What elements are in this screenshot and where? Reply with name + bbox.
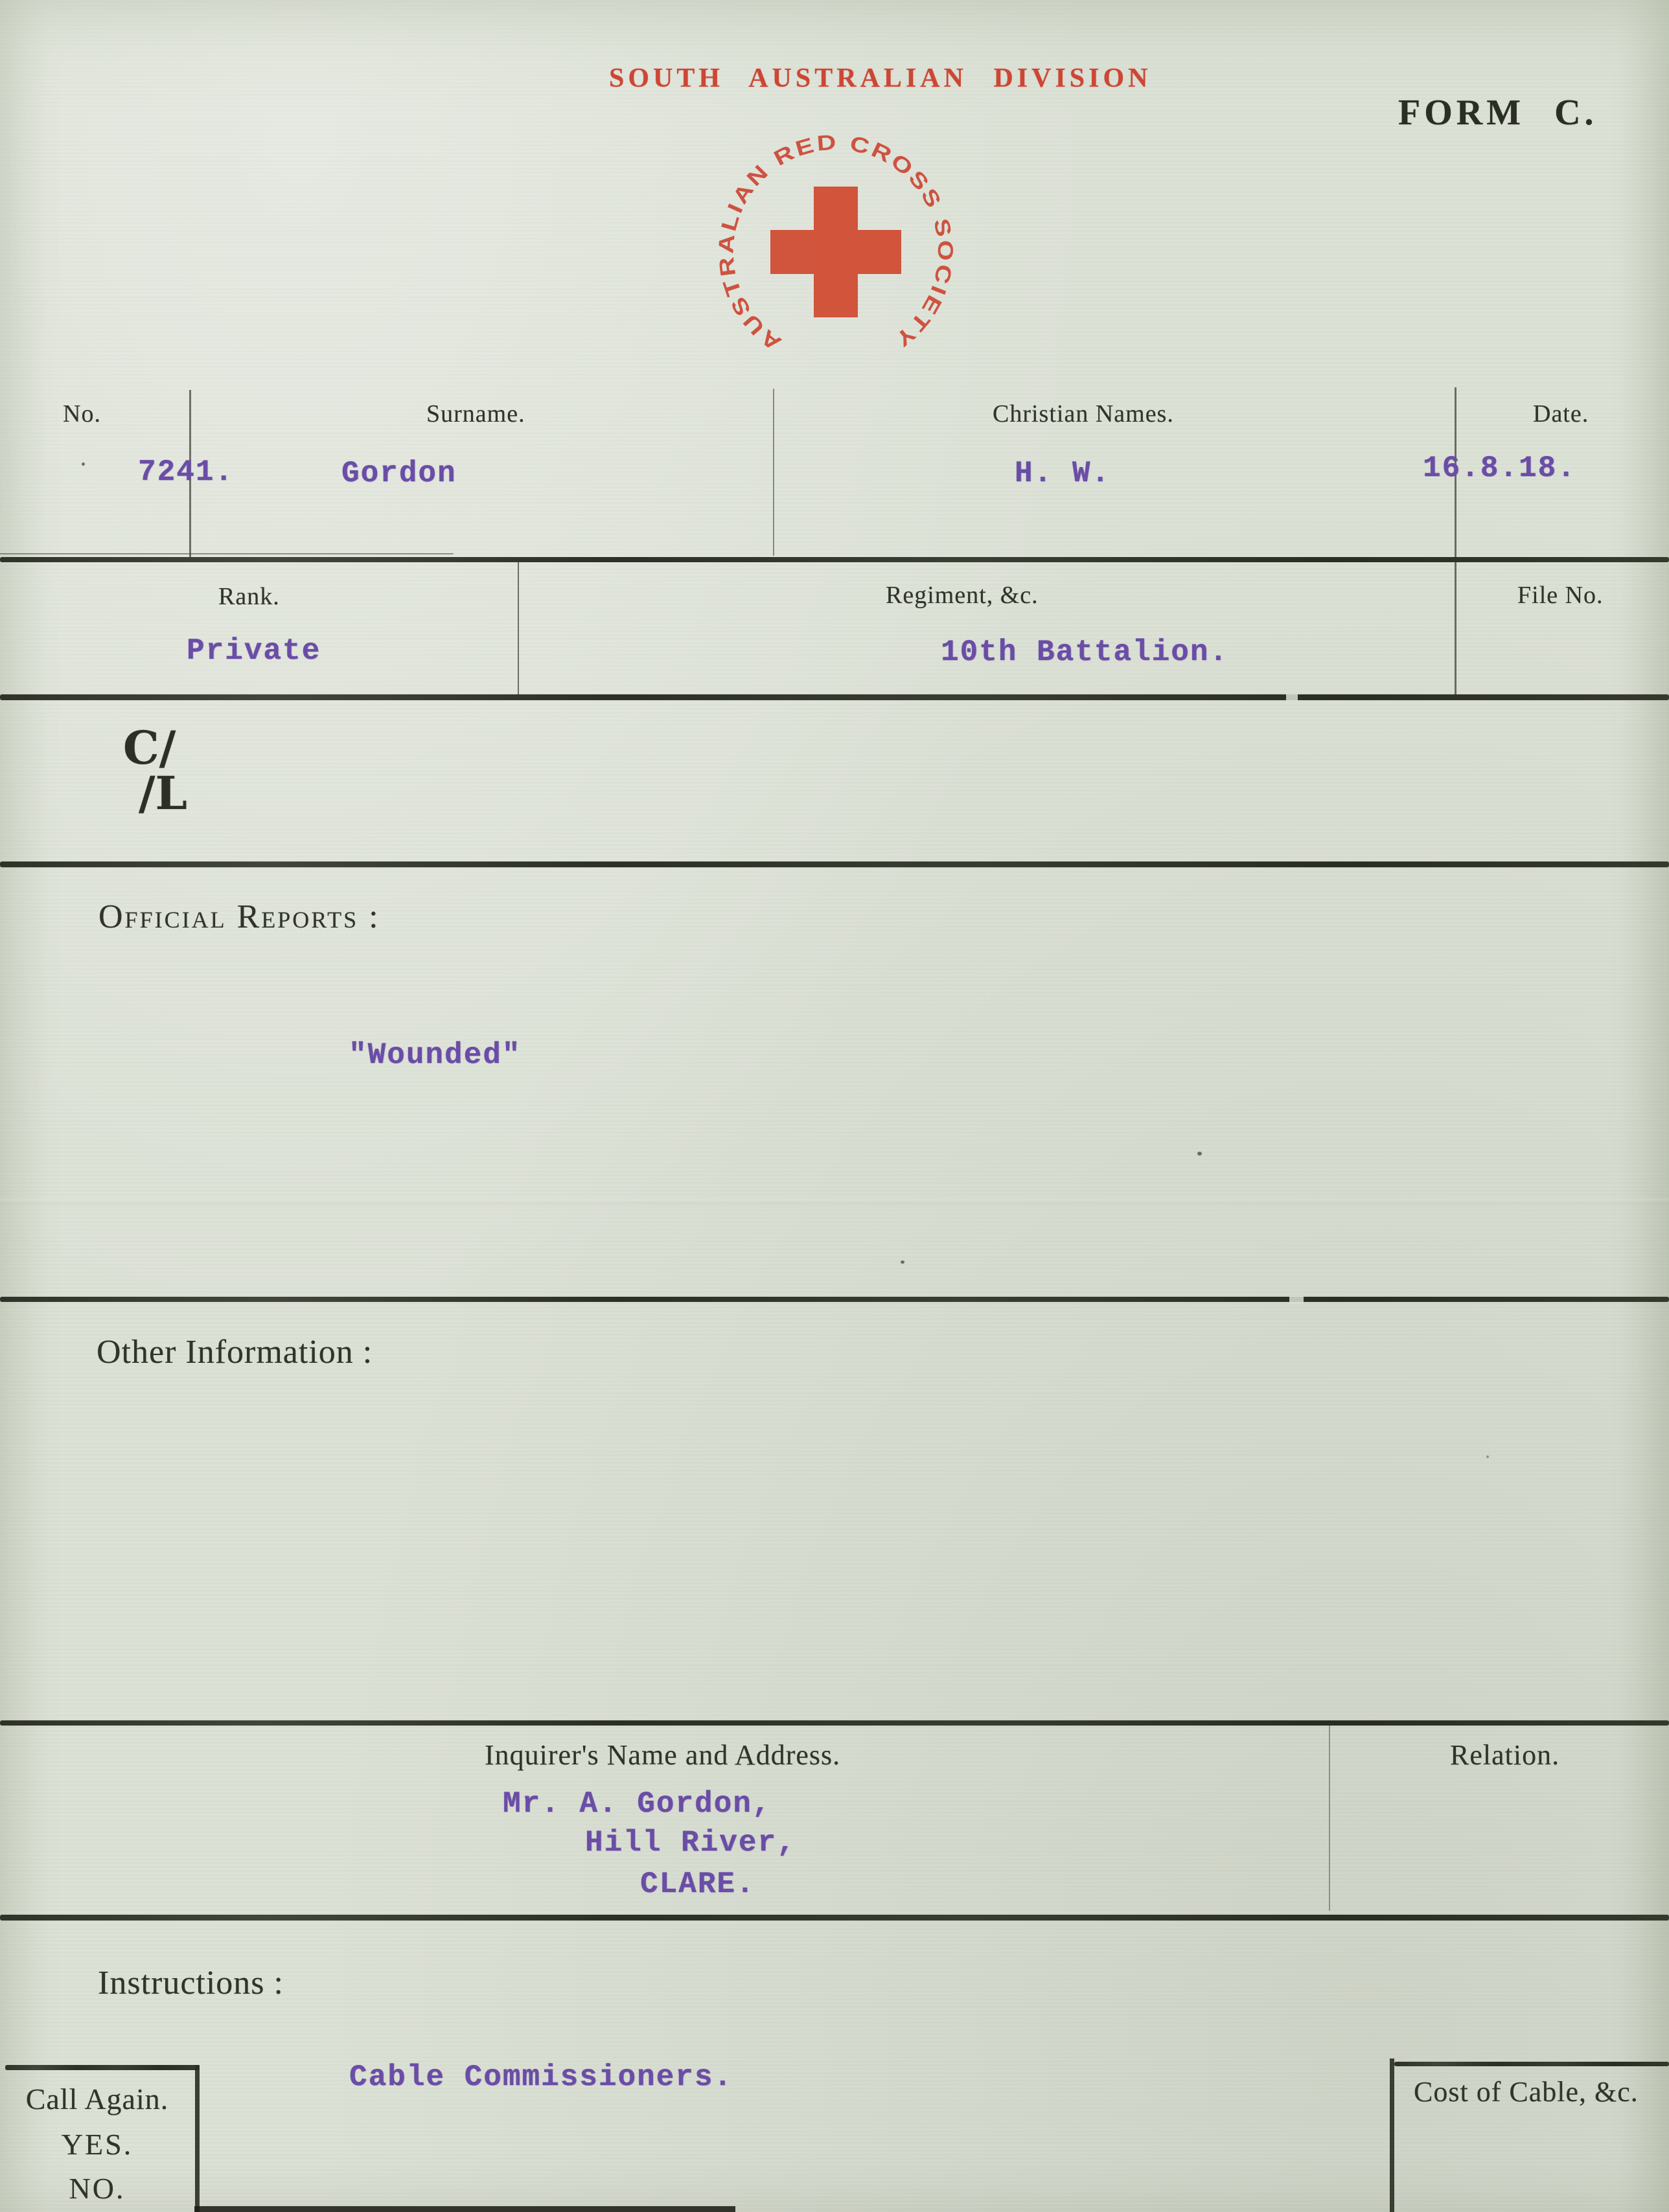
ink-speck <box>1197 1152 1202 1156</box>
horizontal-rule <box>0 861 1669 867</box>
official-reports-entry: "Wounded" <box>349 1038 522 1072</box>
instructions-entry: Cable Commissioners. <box>349 2060 733 2094</box>
column-divider <box>773 389 774 556</box>
christian-names-label: Christian Names. <box>993 400 1174 428</box>
rule-gap <box>1289 1296 1304 1304</box>
inquirer-header: Inquirer's Name and Address. <box>485 1739 841 1771</box>
inquirer-address-line2: CLARE. <box>640 1867 755 1901</box>
no-value: 7241. <box>138 455 235 489</box>
inquirer-name: Mr. A. Gordon, <box>503 1787 772 1821</box>
no-label: No. <box>63 400 101 428</box>
rule-gap <box>1286 694 1298 701</box>
rank-label: Rank. <box>218 583 280 610</box>
call-again-yes-option: YES. <box>61 2128 133 2161</box>
horizontal-rule <box>0 557 1669 562</box>
call-again-title: Call Again. <box>25 2082 169 2115</box>
regiment-label: Regiment, &c. <box>886 582 1039 609</box>
inquirer-address-line1: Hill River, <box>585 1826 796 1860</box>
cost-box-top-border <box>1394 2062 1669 2066</box>
red-cross-emblem <box>687 110 985 408</box>
cost-of-cable-label: Cost of Cable, &c. <box>1414 2076 1639 2108</box>
surname-label: Surname. <box>426 400 525 428</box>
surname-value: Gordon <box>341 457 457 490</box>
instructions-heading: Instructions : <box>98 1965 284 2001</box>
scan-edge-line <box>194 2206 735 2212</box>
reference-mark-line1: C/ <box>123 721 176 775</box>
official-reports-heading: Official Reports : <box>98 898 380 935</box>
ink-speck <box>901 1260 904 1264</box>
horizontal-rule <box>0 694 1669 700</box>
other-information-heading: Other Information : <box>97 1334 373 1371</box>
relation-header: Relation. <box>1450 1739 1560 1771</box>
column-divider <box>1455 562 1456 694</box>
division-title: SOUTH AUSTRALIAN DIVISION <box>609 63 1152 93</box>
regiment-value: 10th Battalion. <box>941 635 1229 669</box>
date-value: 16.8.18. <box>1423 451 1576 485</box>
rank-value: Private <box>187 634 321 668</box>
christian-names-value: H. W. <box>1015 457 1111 490</box>
red-cross-icon <box>770 187 901 317</box>
call-again-no-option: NO. <box>69 2172 126 2205</box>
file-no-label: File No. <box>1517 582 1604 609</box>
horizontal-rule-thin <box>0 553 454 554</box>
call-again-box-top-border <box>5 2065 200 2070</box>
horizontal-rule <box>0 1297 1669 1302</box>
horizontal-rule <box>0 1915 1669 1921</box>
column-divider <box>518 562 519 694</box>
cost-box-left-border <box>1390 2058 1394 2212</box>
call-again-box-right-border <box>195 2065 200 2212</box>
ink-speck <box>82 462 85 466</box>
emblem-circle-text: AUSTRALIAN RED CROSS SOCIETY <box>713 130 958 356</box>
reference-mark-line2: /L <box>139 766 187 820</box>
column-divider <box>1329 1726 1330 1911</box>
form-code-label: FORM C. <box>1398 93 1598 133</box>
paper-crease <box>0 1198 1669 1205</box>
date-label: Date. <box>1533 400 1589 428</box>
ink-speck <box>1486 1455 1489 1458</box>
horizontal-rule <box>0 1720 1669 1726</box>
